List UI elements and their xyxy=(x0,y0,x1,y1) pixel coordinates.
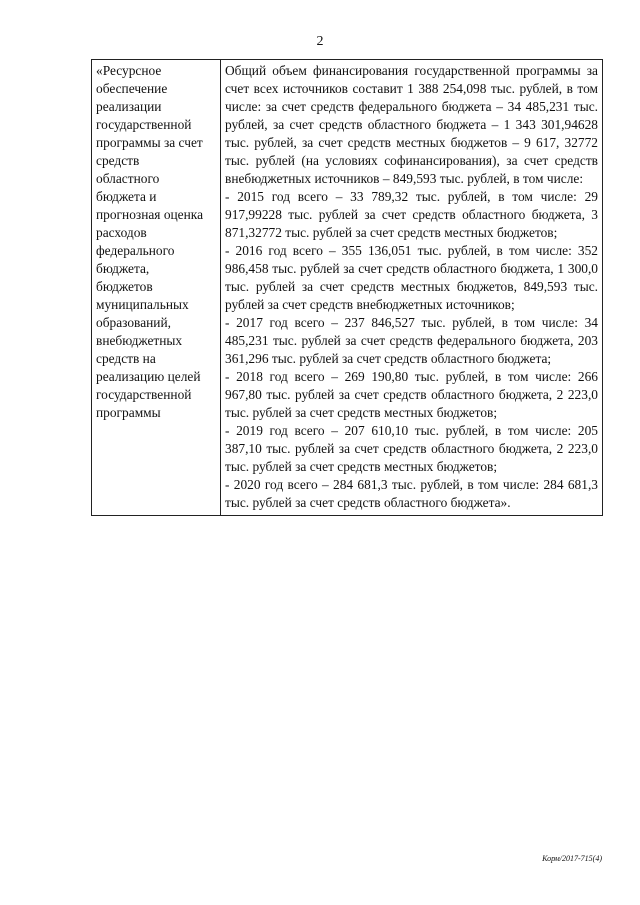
content-cell xyxy=(221,60,603,516)
year-2016-paragraph: - 2016 год всего – 355 136,051 тыс. рублей, в том числе: 352 986,458 тыс. рублей за счет средств областного бюджета, 1 300,0 тыс. рублей за счет средств местных бюджетов, 849,593 тыс. рублей за счет средств внебюджетных источников; xyxy=(225,243,598,312)
label-line: внебюджетных xyxy=(96,333,183,348)
label-line: средств xyxy=(96,153,140,168)
label-line: расходов xyxy=(96,225,147,240)
label-line: государственной xyxy=(96,387,192,402)
year-2015-paragraph: - 2015 год всего – 33 789,32 тыс. рублей, в том числе: 29 917,99228 тыс. рублей за счет средств областного бюджета, 3 871,32772 тыс. рублей за счет средств местных бюджетов; xyxy=(225,189,598,240)
label-line: средств на xyxy=(96,351,156,366)
label-line: бюджета, xyxy=(96,261,150,276)
label-line: муниципальных xyxy=(96,297,189,312)
table-row xyxy=(92,60,603,516)
year-2017-paragraph: - 2017 год всего – 237 846,527 тыс. рублей, в том числе: 34 485,231 тыс. рублей за счет средств федерального бюджета, 203 361,296 тыс. рублей за счет средств областного бюджета; xyxy=(225,315,598,366)
label-line: федерального xyxy=(96,243,175,258)
label-line: образований, xyxy=(96,315,171,330)
page-number: 2 xyxy=(316,34,324,49)
document-code: Корм/2017-715(4) xyxy=(542,854,602,863)
label-line: программы xyxy=(96,405,161,420)
year-2020-paragraph: - 2020 год всего – 284 681,3 тыс. рублей, в том числе: 284 681,3 тыс. рублей за счет средств областного бюджета». xyxy=(225,477,598,510)
label-line: «Ресурсное xyxy=(96,63,162,78)
label-line: бюджета и xyxy=(96,189,157,204)
label-line: государственной xyxy=(96,117,192,132)
year-2018-paragraph: - 2018 год всего – 269 190,80 тыс. рублей, в том числе: 266 967,80 тыс. рублей за счет средств областного бюджета, 2 223,0 тыс. рублей за счет средств местных бюджетов; xyxy=(225,369,598,420)
year-2019-paragraph: - 2019 год всего – 207 610,10 тыс. рублей, в том числе: 205 387,10 тыс. рублей за счет средств областного бюджета, 2 223,0 тыс. рублей за счет средств местных бюджетов; xyxy=(225,423,598,474)
label-line: областного xyxy=(96,171,160,186)
label-line: бюджетов xyxy=(96,279,153,294)
label-line: реализации xyxy=(96,99,162,114)
label-line: программы за счет xyxy=(96,135,203,150)
total-funding-paragraph: Общий объем финансирования государственной программы за счет всех источников составит 1 388 254,098 тыс. рублей, в том числе: за счет средств федерального бюджета – 34 485,231 тыс. рублей, за счет средств областного бюджета – 1 343 301,94628 тыс. рублей, за счет средств местных бюджетов – 9 617, 32772 тыс. рублей (на условиях софинансирования), за счет средств внебюджетных источников – 849,593 тыс. рублей, в том числе: xyxy=(225,63,598,186)
label-line: прогнозная оценка xyxy=(96,207,204,222)
label-line: обеспечение xyxy=(96,81,168,96)
label-cell xyxy=(92,60,221,516)
label-line: реализацию целей xyxy=(96,369,201,384)
resource-table xyxy=(91,59,603,516)
